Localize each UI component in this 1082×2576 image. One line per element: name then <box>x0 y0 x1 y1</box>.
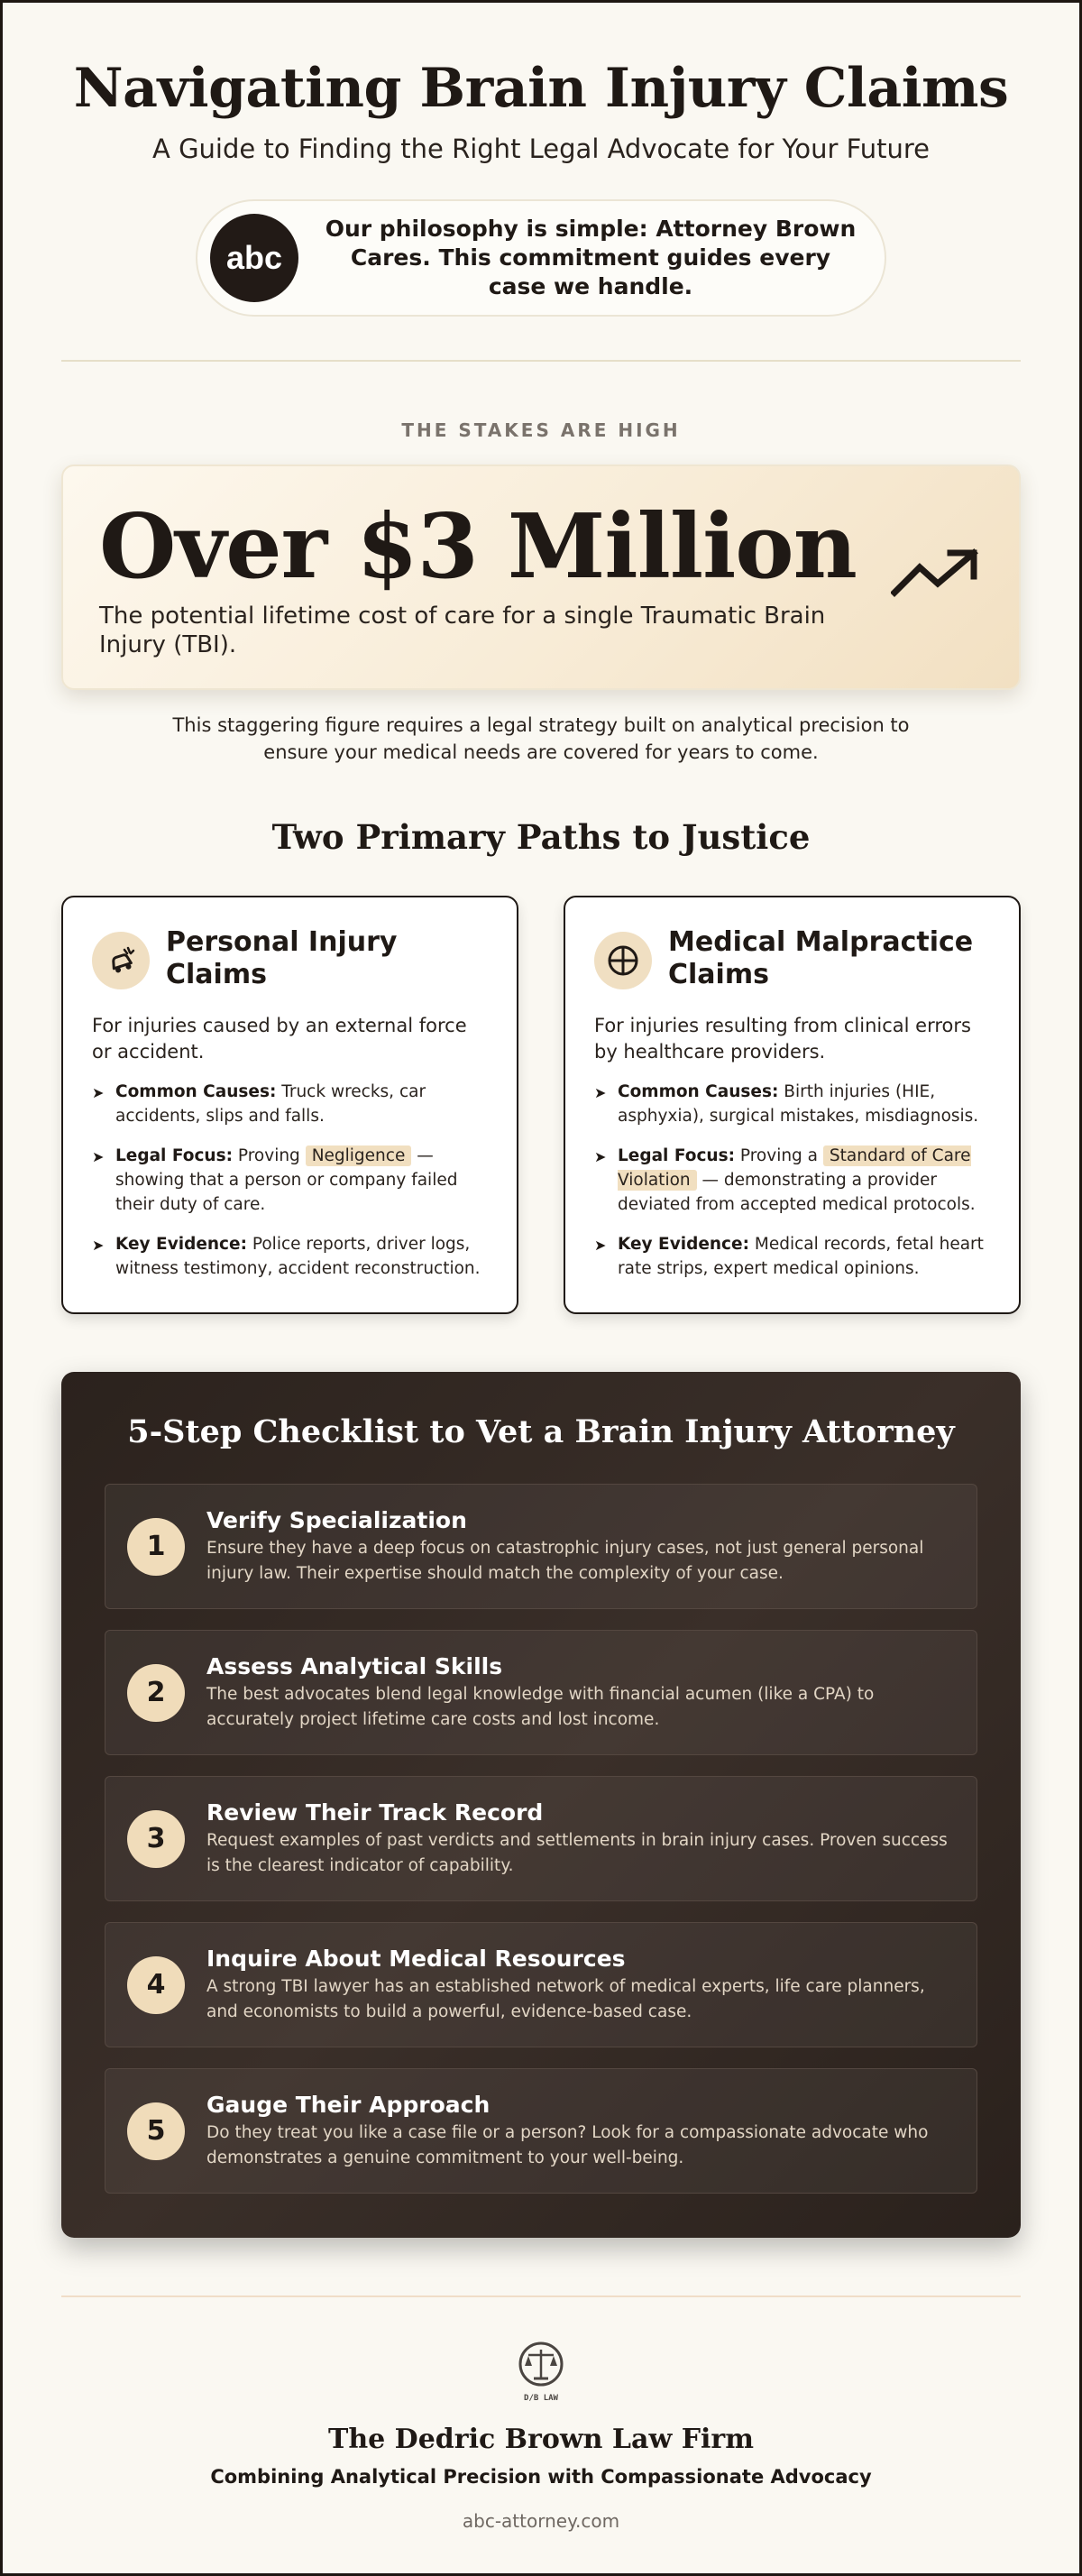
card-header <box>92 926 488 991</box>
arrow-bullet-icon: ➤ <box>92 1084 105 1101</box>
highlight-term: Negligence <box>306 1145 412 1166</box>
arrow-bullet-icon: ➤ <box>92 1148 105 1165</box>
checklist-step <box>105 1922 977 2047</box>
trending-up-icon <box>891 547 981 602</box>
arrow-bullet-icon: ➤ <box>594 1148 607 1165</box>
checklist-title: 5-Step Checklist to Vet a Brain Injury Attorney <box>127 1413 955 1450</box>
list-item <box>594 1144 990 1217</box>
step-title: Verify Specialization <box>206 1507 467 1533</box>
personal-injury-card <box>61 896 518 1314</box>
step-title: Assess Analytical Skills <box>206 1653 503 1679</box>
card-header <box>594 926 990 991</box>
card-details <box>92 1080 488 1281</box>
step-description: Ensure they have a deep focus on catastrophic injury cases, not just general personal injury law. Their expertise should match the complexity of your case. <box>206 1539 924 1583</box>
step-title: Gauge Their Approach <box>206 2092 491 2118</box>
firm-name: The Dedric Brown Law Firm <box>328 2424 754 2455</box>
checklist-step <box>105 1630 977 1755</box>
item-text: Proving <box>237 1146 300 1165</box>
item-label: Key Evidence: <box>115 1235 247 1254</box>
card-title: Personal Injury Claims <box>166 926 398 990</box>
stakes-card <box>61 465 1021 690</box>
card-details <box>594 1080 990 1281</box>
page-subtitle: A Guide to Finding the Right Legal Advocate for Your Future <box>152 133 930 164</box>
item-text: Proving a <box>739 1146 819 1165</box>
item-text: Truck wrecks, car accidents, slips and falls. <box>115 1082 426 1126</box>
medical-malpractice-card <box>564 896 1021 1314</box>
card-intro: For injuries caused by an external force or accident. <box>92 1015 467 1063</box>
philosophy-banner <box>196 199 886 317</box>
item-label: Key Evidence: <box>618 1235 749 1254</box>
step-description: Do they treat you like a case file or a person? Look for a compassionate advocate who demonstrates a genuine commitment to your well-being. <box>206 2123 929 2167</box>
item-label: Legal Focus: <box>618 1146 735 1165</box>
car-crash-icon <box>92 932 150 989</box>
logo-caption: D/B LAW <box>524 2394 558 2403</box>
step-title: Inquire About Medical Resources <box>206 1946 626 1972</box>
item-text: — showing that a person or company failed their duty of care. <box>115 1146 458 1214</box>
stakes-description: The potential lifetime cost of care for a single Traumatic Brain Injury (TBI). <box>99 603 826 658</box>
medical-cross-icon <box>594 932 652 989</box>
item-label: Common Causes: <box>115 1082 277 1101</box>
step-number: 2 <box>127 1664 185 1722</box>
checklist-step <box>105 1484 977 1609</box>
item-text: Birth injuries (HIE, asphyxia), surgical mistakes, misdiagnosis. <box>618 1082 979 1126</box>
checklist-panel <box>61 1372 1021 2238</box>
arrow-bullet-icon: ➤ <box>594 1237 607 1254</box>
item-text: Police reports, driver logs, witness testimony, accident reconstruction. <box>115 1235 481 1278</box>
card-title: Medical Malpractice Claims <box>668 926 974 990</box>
item-label: Legal Focus: <box>115 1146 233 1165</box>
list-item <box>92 1080 488 1128</box>
checklist-step <box>105 2068 977 2194</box>
step-number: 3 <box>127 1810 185 1868</box>
section-divider <box>61 360 1021 362</box>
abc-logo: abc <box>210 214 298 302</box>
step-title: Review Their Track Record <box>206 1799 544 1826</box>
stakes-figure: Over $3 Million <box>99 495 857 599</box>
item-text: Medical records, fetal heart rate strips, expert medical opinions. <box>618 1235 984 1278</box>
step-number: 4 <box>127 1956 185 2014</box>
website-link[interactable]: abc-attorney.com <box>462 2510 620 2532</box>
list-item <box>92 1232 488 1281</box>
scales-of-justice-icon <box>514 2341 568 2404</box>
list-item <box>594 1232 990 1281</box>
firm-tagline: Combining Analytical Precision with Compassionate Advocacy <box>210 2466 872 2488</box>
arrow-bullet-icon: ➤ <box>92 1237 105 1254</box>
paths-title: Two Primary Paths to Justice <box>271 817 811 857</box>
footer <box>61 2297 1021 2534</box>
step-number: 5 <box>127 2102 185 2160</box>
philosophy-text: Our philosophy is simple: Attorney Brown Cares. This commitment guides every case we handle. <box>325 216 857 299</box>
step-description: A strong TBI lawyer has an established network of medical experts, life care planners, and economists to build a powerful, evidence-based case. <box>206 1977 925 2021</box>
list-item <box>92 1144 488 1217</box>
checklist-steps <box>105 1484 977 2194</box>
checklist-step <box>105 1776 977 1901</box>
step-description: The best advocates blend legal knowledge with financial acumen (like a CPA) to accurately project lifetime care costs and lost income. <box>206 1685 875 1729</box>
highlight-term: Standard of Care Violation <box>618 1146 971 1190</box>
step-number: 1 <box>127 1518 185 1576</box>
item-text: — demonstrating a provider deviated from accepted medical protocols. <box>618 1171 976 1214</box>
stakes-eyebrow: THE STAKES ARE HIGH <box>401 419 681 441</box>
step-description: Request examples of past verdicts and settlements in brain injury cases. Proven success is the clearest indicator of capability. <box>206 1831 948 1875</box>
header <box>61 3 1021 317</box>
list-item <box>594 1080 990 1128</box>
item-label: Common Causes: <box>618 1082 779 1101</box>
arrow-bullet-icon: ➤ <box>594 1084 607 1101</box>
stakes-note: This staggering figure requires a legal strategy built on analytical precision to ensure your medical needs are covered for years to come. <box>172 714 910 763</box>
page-title: Navigating Brain Injury Claims <box>73 57 1009 120</box>
card-intro: For injuries resulting from clinical errors by healthcare providers. <box>594 1015 971 1063</box>
paths-cards <box>61 896 1021 1314</box>
